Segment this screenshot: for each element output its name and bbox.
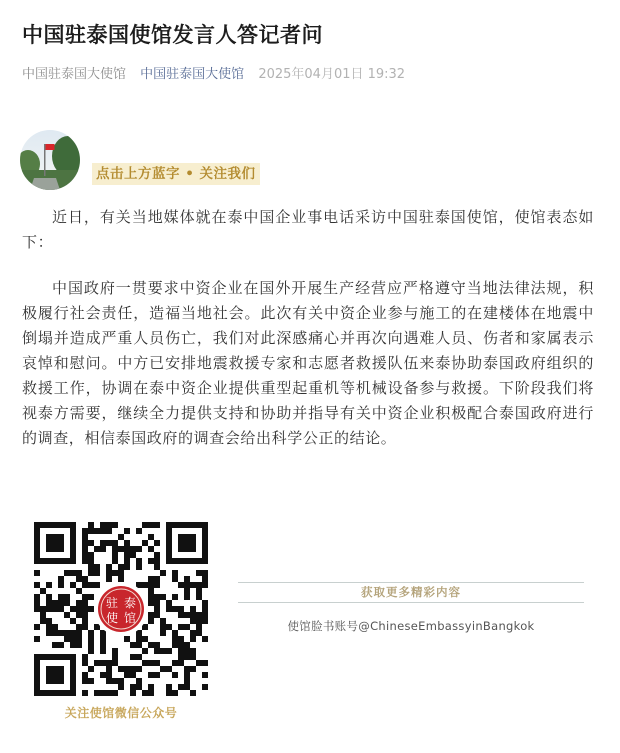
divider-top	[238, 582, 584, 583]
qr-finder-bottom-left	[34, 654, 76, 696]
flag-photo-icon	[20, 130, 80, 190]
wechat-qr-code	[30, 518, 212, 700]
account-avatar	[20, 130, 80, 190]
qr-code-icon	[30, 518, 212, 700]
publish-time: 2025年04月01日 19:32	[258, 67, 406, 82]
embassy-seal-icon	[98, 586, 144, 632]
divider-bottom	[238, 602, 584, 603]
article-title: 中国驻泰国使馆发言人答记者问	[22, 23, 323, 47]
qr-caption: 关注使馆微信公众号	[64, 706, 178, 720]
body-paragraph-2: 中国政府一贯要求中资企业在国外开展生产经营应严格遵守当地法律法规，积极履行社会责任，造福当地社会。此次有关中资企业参与施工的在建楼体在地震中倒塌并造成严重人员伤亡，我们对此深感痛心并再次向遇难人员、伤者和家属表示哀悼和慰问。中方已安排地震救援专家和志愿者救援队伍来泰协助泰国政府组织的救援工作，协调在泰中资企业提供重型起重机等机械设备参与救援。下阶段我们将视泰方需要，继续全力提供支持和协助并指导有关中资企业积极配合泰国政府进行的调查，相信泰国政府的调查会给出科学公正的结论。	[22, 279, 594, 447]
seal-char-4: 馆	[123, 611, 137, 625]
seal-char-1: 驻	[105, 596, 119, 610]
more-content-label: 获取更多精彩内容	[361, 585, 461, 599]
body-paragraph-1: 近日，有关当地媒体就在泰中国企业事电话采访中国驻泰国使馆，使馆表态如下：	[22, 208, 594, 251]
article-meta	[22, 66, 405, 84]
follow-banner[interactable]: 点击上方蓝字 • 关注我们	[92, 163, 260, 185]
qr-finder-top-left	[34, 522, 76, 564]
facebook-account-label: 使馆脸书账号@ChineseEmbassyinBangkok	[287, 619, 535, 633]
seal-char-2: 泰	[123, 596, 137, 610]
source-name: 中国驻泰国大使馆	[22, 67, 127, 82]
qr-finder-top-right	[166, 522, 208, 564]
account-name-link[interactable]: 中国驻泰国大使馆	[140, 67, 245, 82]
seal-char-3: 使	[105, 611, 119, 625]
